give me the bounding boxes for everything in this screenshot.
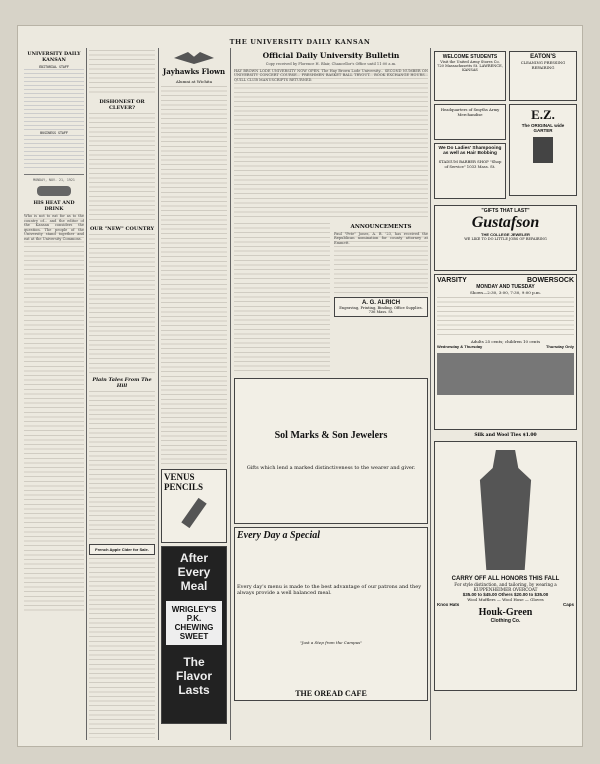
staff-list — [24, 69, 84, 131]
story-text — [89, 391, 155, 541]
editorial-staff-heading: EDITORIAL STAFF — [39, 65, 69, 69]
bulletin-body: HAY BROWN LODE UNIVERSITY NOW OPEN. The Hay Brown Lode University... SECOND NUMBER ON UNIVERSITY CONCERT COURSE... FRESHMEN BASKET BALL TRYOUT... BOOK EXCHANGE HOURS... QUILL CLUB MANUSCRIPTS RETURNED. — [234, 69, 428, 219]
top-ads — [434, 48, 577, 202]
story-headline: HIS HEAT AND DRINK — [33, 200, 75, 212]
story-headline: Plain Tales From The Hill — [92, 377, 152, 389]
business-list — [24, 135, 84, 171]
divider — [24, 174, 84, 175]
column-rule — [430, 48, 431, 740]
sol-marks-ad: Sol Marks & Son Jewelers Gifts which lend a marked distinctiveness to the wearer and giver. — [234, 378, 428, 524]
newspaper-page — [18, 26, 582, 746]
wrigleys-ad: After Every Meal WRIGLEY'S P.K. CHEWING SWEET The Flavor Lasts — [161, 546, 227, 724]
bulletin-title: Official Daily University Bulletin — [262, 51, 400, 60]
left-ads — [434, 48, 506, 202]
wrigleys-pack-icon: WRIGLEY'S P.K. CHEWING SWEET — [166, 601, 222, 645]
column-two — [89, 48, 155, 740]
gustafson-ad: "GIFTS THAT LAST" Gustafson THE COLLEGE JEWELER WE LIKE TO DO LITTLE JOBS OF REPAIRING — [434, 205, 577, 271]
bulletin-sub: Copy received by Florence H. Blair, Chancellor's Office until 11:00 a.m. — [265, 62, 397, 66]
welcome-ad: WELCOME STUDENTS Visit the United Army Stores Co. 720 Massachusetts St. LAWRENCE, KANSAS — [434, 51, 506, 101]
announcements: ANNOUNCEMENTS Paul "Pete" Jones, A. B. '23, has received the Republican nomination for county attorney at Emmett. A. G. ALRICH Engraving, Printing, Binding. Office Supplies. 736 Mass. St. — [334, 221, 428, 375]
barber-ad: We Do Ladies' Shampooing as well as Hair Bobbing STADIUM BARBER SHOP "Shop of Service" 1033 Mass. St. — [434, 143, 506, 199]
story-text — [89, 234, 155, 374]
column-rule — [230, 48, 231, 740]
varsity-label: VARSITY — [437, 277, 467, 284]
left-stories — [234, 221, 330, 375]
story-text — [161, 86, 227, 466]
headquarters-ad: Headquarters of Smyths Army Merchandise — [434, 104, 506, 140]
story-text — [89, 558, 155, 738]
pencil-icon — [181, 498, 206, 528]
center-lower — [234, 221, 428, 375]
story-body: Who is not to eat for as to the country of... and the editor of the Kansan considers the question. The people of the University stand together and eat at the University Commons. — [24, 214, 84, 614]
overcoat-figure-icon — [474, 450, 538, 570]
issue-date: MONDAY, NOV. 21, 1921 — [33, 178, 75, 182]
right-column — [434, 48, 577, 740]
theatre-ad: VARSITY BOWERSOCK MONDAY AND TUESDAY Shows—2:30, 3:00, 7:30, 9:00 p.m. Adults 25 cents; children 10 cents Wednesday & Thursday Thursday Only — [434, 274, 577, 430]
bulletin-column — [234, 48, 428, 740]
column-left — [24, 48, 84, 740]
silk-ties: Silk and Wool Ties $1.00 — [474, 433, 537, 438]
venus-pencils-ad: VENUS PENCILS — [161, 469, 227, 543]
garter-figure-icon — [533, 137, 553, 163]
masthead: THE UNIVERSITY DAILY KANSAN — [229, 38, 371, 46]
column-three — [161, 48, 227, 740]
oread-cafe-ad: Every Day a Special Every day's menu is made to the best advantage of our patrons and they always provide a well balanced meal. "Just a Step from the Campus" THE OREAD CAFE — [234, 527, 428, 701]
subheadline: Alumni at Wichita — [175, 79, 213, 84]
alrich-ad: A. G. ALRICH Engraving, Printing, Binding. Office Supplies. 736 Mass. St. — [334, 297, 428, 317]
column-rule — [158, 48, 159, 740]
paper-title: UNIVERSITY DAILY KANSAN — [27, 51, 81, 63]
business-staff-heading: BUSINESS STAFF — [40, 131, 68, 135]
column-rule — [86, 48, 87, 740]
cider-ad: French Apple Cider for Sale. — [89, 544, 155, 555]
headline: Jayhawks Flown — [162, 67, 226, 76]
story-headline: DISHONEST OR CLEVER? — [99, 99, 145, 111]
film-poster-icon — [437, 353, 574, 395]
houk-green-ad: CARRY OFF ALL HONORS THIS FALL For style distinction, and tailoring, by wearing a KUPPENHEIMER OVERCOAT $35.00 to $45.00 Others $20.00 to $35.00 Wool Mufflers — Wool Hose — Gloves Knox Hats Caps Houk-Green Clothing Co. — [434, 441, 577, 691]
jayhawk-logo-icon — [37, 186, 71, 196]
story-headline: OUR "NEW" COUNTRY — [89, 226, 155, 232]
story-text — [89, 50, 155, 96]
announcement-text: Paul "Pete" Jones, A. B. '23, has received the Republican nomination for county attorney at Emmett. — [334, 232, 428, 294]
jayhawk-icon — [174, 52, 214, 64]
story-text — [89, 113, 155, 223]
bowersock-label: BOWERSOCK — [526, 277, 574, 284]
eatons-ad: EATON'S CLEANING PRESSING REPAIRING E.Z. The ORIGINAL wide GARTER — [509, 48, 577, 202]
story-text — [234, 223, 330, 373]
